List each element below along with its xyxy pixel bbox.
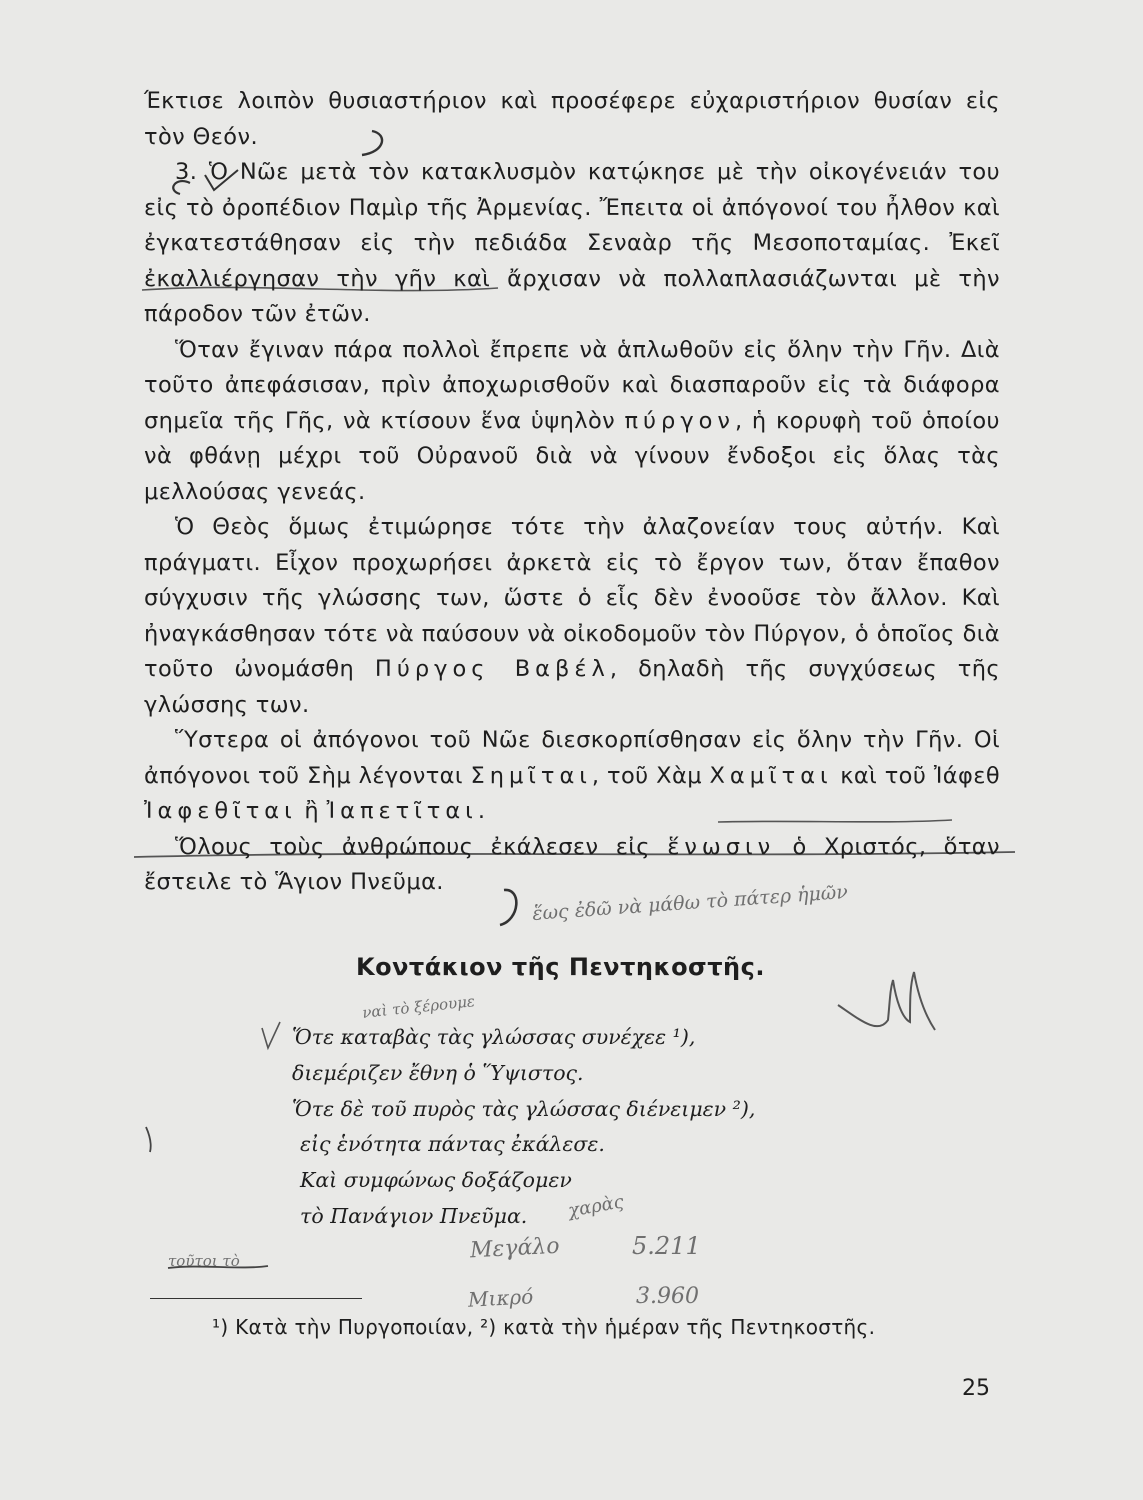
paragraph-section-3 bbox=[144, 155, 1000, 333]
emphasis-text: πύργον bbox=[624, 407, 735, 434]
section-heading: Κοντάκιον τῆς Πεντηκοστῆς. bbox=[356, 953, 765, 981]
footnote-divider bbox=[150, 1298, 362, 1299]
handwritten-note: ἕως ἐδῶ νὰ μάθω τὸ πάτερ ἡμῶν bbox=[531, 881, 849, 925]
section-number: 3. bbox=[175, 159, 198, 185]
emphasis-text: ἕνωσιν bbox=[667, 833, 776, 860]
handwritten-number: 5.211 bbox=[632, 1232, 701, 1260]
handwritten-note: τοῦτοι τὸ bbox=[168, 1252, 240, 1270]
handwritten-label: Μεγάλο bbox=[469, 1233, 561, 1264]
emphasis-text: Πύργος Βαβέλ bbox=[374, 656, 610, 682]
hymn-line: διεμέριζεν ἔθνη ὁ Ὕψιστος. bbox=[292, 1060, 584, 1085]
page-number: 25 bbox=[962, 1376, 990, 1401]
hymn-line: Καὶ συμφώνως δοξάζομεν bbox=[300, 1168, 572, 1193]
handwritten-label: Μικρό bbox=[467, 1284, 534, 1312]
paragraph: Ὁ Θεὸς ὅμως ἐτιμώρησε τότε τὴν ἀλαζονείαν τους αὐτήν. Καὶ πράγματι. Εἶχον προχωρήσει ἀρκετὰ εἰς τὸ ἔργον των, ὅταν ἔπαθον σύγχυσιν τῆς γλώσσης των, ὥστε ὁ εἷς δὲν ἐνοοῦσε τὸν ἄλλον. Καὶ ἠναγκάσθησαν τότε νὰ παύσουν νὰ οἰκοδομοῦν τὸν Πύργον, ὁ ὁποῖος διὰ τοῦτο ὠνομάσθη Πύργος Βαβέλ, δηλαδὴ τῆς συγχύσεως τῆς γλώσσης των. bbox=[144, 514, 1001, 718]
pen-check-poem bbox=[262, 1022, 280, 1048]
footnote: ¹) Κατὰ τὴν Πυργοποιίαν, ²) κατὰ τὴν ἡμέραν τῆς Πεντηκοστῆς. bbox=[212, 1315, 876, 1339]
emphasis-text: Σημῖται bbox=[470, 762, 592, 789]
handwritten-note: ναὶ τὸ ξέρουμε bbox=[361, 992, 476, 1022]
hymn-line: Ὅτε καταβὰς τὰς γλώσσας συνέχεε ¹), bbox=[292, 1025, 696, 1049]
emphasis-text: Ἰαπετῖται bbox=[326, 798, 478, 824]
hymn-line: Ὅτε δὲ τοῦ πυρὸς τὰς γλώσσας διένειμεν ²), bbox=[292, 1096, 756, 1121]
handwritten-number: 3.960 bbox=[636, 1284, 699, 1309]
paragraph: Ὅλους τοὺς ἀνθρώπους ἐκάλεσεν εἰς ἕνωσιν ὁ Χριστός, ὅταν ἔστειλε τὸ Ἅγιον Πνεῦμα. bbox=[144, 833, 1000, 895]
paragraph: Έκτισε λοιπὸν θυσιαστήριον καὶ προσέφερε εὐχαριστήριον θυσίαν εἰς τὸν Θεόν. bbox=[144, 88, 1000, 150]
emphasis-text: Χαμῖται bbox=[709, 762, 833, 789]
pen-tick-left bbox=[146, 1127, 151, 1152]
paragraph-text: Ὁ Νῶε μετὰ τὸν κατακλυσμὸν κατῴκησε μὲ τὴν οἰκογένειάν του εἰς τὸ ὀροπέδιον Παμὶρ τῆς Ἀρμενίας. Ἔπειτα οἱ ἀπόγονοί του ἦλθον καὶ ἐγκατεστάθησαν εἰς τὴν πεδιάδα Σεναὰρ τῆς Μεσοποταμίας. Ἐκεῖ ἐκαλλιέργησαν τὴν γῆν καὶ ἄρχισαν νὰ πολλαπλασιάζωνται μὲ τὴν πάροδον τῶν ἐτῶν. bbox=[144, 159, 1000, 327]
body-text bbox=[144, 84, 1000, 901]
handwritten-note: χαρὰς bbox=[566, 1191, 626, 1222]
hymn-line: τὸ Πανάγιον Πνεῦμα. bbox=[300, 1203, 528, 1228]
paragraph: Ὕστερα οἱ ἀπόγονοι τοῦ Νῶε διεσκορπίσθησαν εἰς ὅλην τὴν Γῆν. Οἱ ἀπόγονοι τοῦ Σὴμ λέγονται Σημῖται, τοῦ Χὰμ Χαμῖται καὶ τοῦ Ἰάφεθ Ἰαφεθῖται ἢ Ἰαπετῖται. bbox=[144, 727, 1000, 824]
paragraph: Ὅταν ἔγιναν πάρα πολλοὶ ἔπρεπε νὰ ἁπλωθοῦν εἰς ὅλην τὴν Γῆν. Διὰ τοῦτο ἀπεφάσισαν, πρὶν ἀποχωρισθοῦν καὶ διασπαροῦν εἰς τὰ διάφορα σημεῖα τῆς Γῆς, νὰ κτίσουν ἕνα ὑψηλὸν πύργον, ἡ κορυφὴ τοῦ ὁποίου νὰ φθάνῃ μέχρι τοῦ Οὐρανοῦ διὰ νὰ γίνουν ἔνδοξοι εἰς ὅλας τὰς μελλούσας γενεάς. bbox=[144, 336, 1000, 505]
emphasis-text: Ἰαφεθῖται bbox=[144, 798, 297, 824]
hymn-line: εἰς ἑνότητα πάντας ἐκάλεσε. bbox=[300, 1132, 605, 1157]
